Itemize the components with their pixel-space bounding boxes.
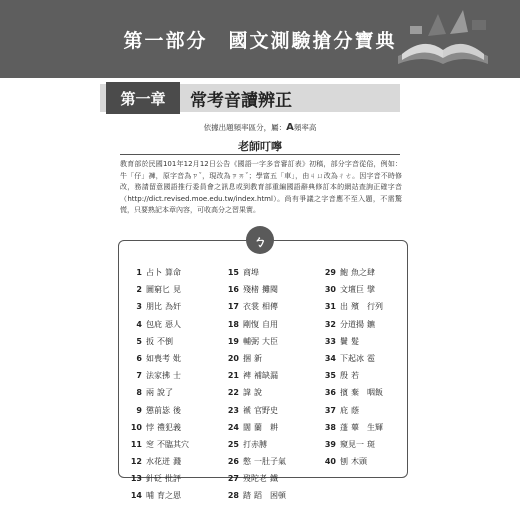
vocab-word-tail: 蔭 [351, 405, 359, 415]
vocab-item [127, 436, 189, 453]
vocab-item [127, 316, 189, 333]
vocab-word: 水花迸 [146, 457, 170, 467]
section-badge: ㄅ [246, 226, 274, 254]
vocab-item [224, 367, 286, 384]
vocab-word-tail: 育之恩 [157, 491, 181, 501]
vocab-number: 30 [324, 285, 336, 295]
vocab-word: 輔弼 [243, 336, 259, 346]
vocab-item [321, 298, 383, 315]
vocab-word-tail: 魚之肆 [351, 268, 375, 277]
vocab-item [127, 402, 189, 419]
vocab-item [224, 264, 286, 281]
vocab-word-tail: 一肚子氣 [254, 457, 286, 467]
vocab-word-tail: 鑣 [367, 319, 375, 329]
vocab-word: 衣裳 [243, 302, 259, 312]
vocab-word-tail: 為奸 [165, 302, 181, 312]
vocab-item [127, 487, 189, 504]
vocab-number: 39 [324, 439, 336, 449]
vocab-item [127, 264, 189, 281]
vocab-word-tail: 新 [254, 353, 262, 363]
vocab-number: 2 [136, 285, 142, 295]
vocab-item [127, 350, 189, 367]
vocab-word-tail: 攤閱 [262, 285, 278, 295]
chapter-title: 常考音讀辨正 [190, 91, 292, 111]
vocab-word: 闊 [243, 422, 251, 432]
vocab-word-tail: 蓽 生輝 [351, 422, 383, 432]
vocab-number: 40 [324, 457, 336, 467]
vocab-number: 31 [324, 302, 336, 312]
vocab-number: 23 [227, 405, 239, 415]
vocab-number: 18 [227, 319, 239, 329]
vocab-word: 包庇 [146, 319, 162, 329]
vocab-number: 4 [136, 319, 142, 329]
vocab-word: 刨 [340, 457, 348, 467]
vocab-item [224, 419, 286, 436]
vocab-number: 14 [130, 491, 142, 501]
vocab-word-tail: 批評 [165, 474, 181, 484]
vocab-number: 12 [130, 457, 142, 467]
vocab-item [321, 419, 383, 436]
vocab-number: 10 [130, 422, 142, 432]
vocab-word: 如喪考 [146, 353, 170, 363]
vocab-word: 下起冰 [340, 353, 364, 363]
vocab-number: 37 [324, 405, 336, 415]
vocab-item [224, 316, 286, 333]
vocab-word: 鬢 [340, 336, 348, 346]
vocab-number: 26 [227, 457, 239, 467]
vocab-word: 殘楮 [243, 285, 259, 295]
vocab-number: 17 [227, 302, 239, 312]
vocab-word: 裨 [243, 371, 251, 381]
vocab-number: 21 [227, 371, 239, 381]
vocab-number: 3 [136, 302, 142, 312]
vocab-word-tail: 蘭 耕 [254, 422, 278, 432]
vocab-word: 法家拂 [146, 371, 170, 381]
vocab-item [321, 384, 383, 401]
vocab-number: 25 [227, 439, 239, 449]
advice-title: 老師叮嚀 [238, 140, 282, 153]
vocab-item [321, 350, 383, 367]
vocab-word-tail: 算命 [165, 268, 181, 277]
vocab-item [224, 281, 286, 298]
vocab-item [321, 316, 383, 333]
vocab-number: 38 [324, 422, 336, 432]
vocab-item [127, 453, 189, 470]
vocab-word-tail: 木頭 [351, 457, 367, 467]
vocab-word: 殷 [340, 371, 348, 381]
vocab-word: 諱 [243, 388, 251, 398]
vocab-word: 朋比 [146, 302, 162, 312]
vocab-number: 13 [130, 474, 142, 484]
vocab-item [224, 298, 286, 315]
vocab-number: 5 [136, 336, 142, 346]
vocab-word: 鮑 [340, 268, 348, 277]
vocab-word-tail: 士 [173, 371, 181, 381]
vocab-number: 24 [227, 422, 239, 432]
vocab-item [127, 367, 189, 384]
banner-title: 第一部分 國文測驗搶分寶典 [123, 29, 397, 52]
vocab-number: 22 [227, 388, 239, 398]
vocab-number: 16 [227, 285, 239, 295]
vocab-item [321, 367, 383, 384]
vocab-number: 1 [136, 268, 142, 277]
vocab-word-tail: 斑 [367, 439, 375, 449]
vocab-item [321, 453, 383, 470]
advice-body: 教育部於民國101年12月12日公告《國語一字多音審訂表》初稿，部分字音從俗，例如：牛「仔」褲，原字音為ㄗˇ，現改為ㄗㄞˇ；學富五「車」，由ㄐㄩ改為ㄔㄜ。因字音不時修改，務請留意國語推行委員會之訊息或到教育部重編國語辭典修訂本的網站查詢正確字音（http://dict.revised.moe.edu.tw/index.html）。尚有爭議之字音應不至入題，不需驚慌，只要熟記本章內容，可收高分之習果實。 [120, 160, 402, 214]
vocab-word: 分道揚 [340, 319, 364, 329]
vocab-number: 19 [227, 336, 239, 346]
vocab-column-3 [321, 264, 383, 470]
vocab-word-tail: 鐵 [270, 474, 278, 484]
vocab-word-tail: 補缺漏 [254, 371, 278, 381]
vocab-word-tail: 見 [173, 285, 181, 295]
vocab-number: 28 [227, 491, 239, 501]
vocab-word: 憋 [243, 457, 251, 467]
vocab-word-tail: 濺 [173, 457, 181, 467]
vocab-word: 兩 [146, 388, 154, 398]
vocab-word-tail: 大臣 [262, 336, 278, 346]
vocab-word: 扳 [146, 336, 154, 346]
vocab-number: 9 [136, 405, 142, 415]
vocab-column-2 [224, 264, 286, 505]
vocab-word-tail: 若 [351, 371, 359, 381]
vocab-word: 窺見一 [340, 439, 364, 449]
chapter-label: 第一章 [106, 82, 180, 114]
vocab-item [127, 333, 189, 350]
vocab-word: 商埠 [243, 268, 259, 277]
vocab-number: 8 [136, 388, 142, 398]
open-book-illustration [388, 6, 498, 72]
vocab-item [321, 402, 383, 419]
vocab-word: 占卜 [146, 268, 162, 277]
vocab-word: 哺 [146, 491, 154, 501]
vocab-item [224, 384, 286, 401]
vocab-item [127, 384, 189, 401]
vocab-word: 文壇巨 [340, 285, 364, 295]
vocab-item [224, 487, 286, 504]
vocab-column-1 [127, 264, 189, 505]
vocab-item [224, 436, 286, 453]
vocab-word-tail: 棄 咽飯 [351, 388, 383, 398]
frequency-text: 依據出題頻率區分，屬： [203, 123, 287, 132]
vocab-word: 擯 [340, 388, 348, 398]
vocab-word: 圖窮匕 [146, 285, 170, 295]
vocab-word-tail: 說了 [157, 388, 173, 398]
vocab-item [127, 298, 189, 315]
vocab-item [224, 402, 286, 419]
vocab-word-tail: 髮 [351, 336, 359, 346]
vocab-number: 20 [227, 353, 239, 363]
vocab-item [321, 436, 383, 453]
vocab-item [321, 264, 383, 281]
vocab-word: 悖 [146, 422, 154, 432]
vocab-number: 32 [324, 319, 336, 329]
vocab-word-tail: 蹈 困頓 [254, 491, 286, 501]
vocab-number: 29 [324, 268, 336, 277]
vocab-number: 34 [324, 353, 336, 363]
vocab-word: 打赤膊 [243, 439, 267, 449]
vocab-word-tail: 雹 [367, 353, 375, 363]
vocab-word: 窆 [146, 439, 154, 449]
vocab-word: 剛愎 [243, 319, 259, 329]
vocab-item [224, 333, 286, 350]
vocab-word-tail: 擘 [367, 285, 375, 295]
vocab-number: 33 [324, 336, 336, 346]
vocab-word-tail: 說 [254, 388, 262, 398]
vocab-item [127, 419, 189, 436]
vocab-item [321, 281, 383, 298]
advice-divider [120, 154, 400, 155]
vocab-word: 捆 [243, 353, 251, 363]
vocab-item [224, 350, 286, 367]
vocab-word-tail: 不臨其穴 [157, 439, 189, 449]
vocab-word: 出 [340, 302, 348, 312]
vocab-item [127, 470, 189, 487]
frequency-grade: A [286, 122, 294, 133]
vocab-word: 庇 [340, 405, 348, 415]
vocab-number: 6 [136, 353, 142, 363]
vocab-number: 36 [324, 388, 336, 398]
frequency-suffix: 頻率高 [293, 123, 317, 132]
vocab-word: 蓬 [340, 422, 348, 432]
vocab-word: 懲前毖 [146, 405, 170, 415]
vocab-word-tail: 禮犯義 [157, 422, 181, 432]
vocab-number: 27 [227, 474, 239, 484]
vocab-number: 11 [130, 439, 142, 449]
vocab-word-tail: 後 [173, 405, 181, 415]
vocab-word-tail: 惡人 [165, 319, 181, 329]
vocab-item [321, 333, 383, 350]
vocab-number: 7 [136, 371, 142, 381]
vocab-word-tail: 妣 [173, 353, 181, 363]
vocab-number: 15 [227, 268, 239, 277]
frequency-line [0, 122, 520, 133]
vocab-item [224, 453, 286, 470]
vocab-number: 35 [324, 371, 336, 381]
vocab-word-tail: 自用 [262, 319, 278, 329]
vocab-word-tail: 相傳 [262, 302, 278, 312]
vocab-word-tail: 殯 行列 [351, 302, 383, 312]
vocab-word: 針砭 [146, 474, 162, 484]
vocab-word: 踏 [243, 491, 251, 501]
vocab-word: 褫 [243, 405, 251, 415]
vocab-item [127, 281, 189, 298]
vocab-item [224, 470, 286, 487]
vocab-word: 歿陀老 [243, 474, 267, 484]
vocab-word-tail: 不倒 [157, 336, 173, 346]
vocab-word-tail: 官野史 [254, 405, 278, 415]
